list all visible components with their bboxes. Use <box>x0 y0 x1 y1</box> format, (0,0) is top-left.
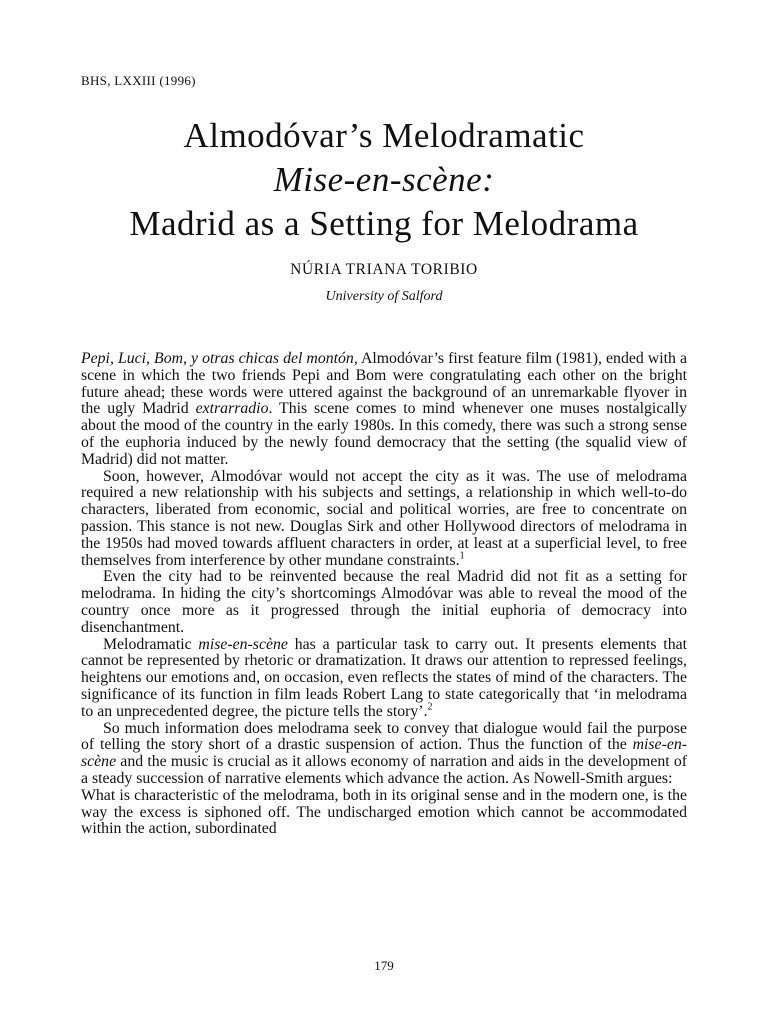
footnote-ref-2: 2 <box>427 701 433 713</box>
title-line-2: Mise-en-scène: <box>273 160 495 199</box>
term-mise-en-scene: mise-en-scène <box>198 635 288 653</box>
running-head: BHS, LXXIII (1996) <box>81 73 196 88</box>
title-line-1: Almodóvar’s Melodramatic <box>183 116 585 155</box>
author-affiliation: University of Salford <box>325 289 443 304</box>
paragraph-5-lead: So much information does melodrama seek to convey that dialogue would fail the purpose of telling the story short of a drastic suspension of action. Thus the function of the <box>81 719 687 754</box>
page-number: 179 <box>374 958 394 973</box>
author-name: NÚRIA TRIANA TORIBIO <box>290 261 478 278</box>
paragraph-4 <box>81 637 687 721</box>
paragraph-2-text: Soon, however, Almodóvar would not accept the city as it was. The use of melodrama required a new relationship with his subjects and settings, a relationship in which well-to-do characters, liberated from economic, social and political worries, are free to concentrate on passion. This stance is not new. Douglas Sirk and other Hollywood directors of melodrama in the 1950s had moved towards affluent characters in order, at least at a superficial level, to free themselves from interference by other mundane constraints. <box>81 467 687 569</box>
title-line-3: Madrid as a Setting for Melodrama <box>129 204 639 243</box>
article-title <box>0 114 768 246</box>
block-quotation: What is characteristic of the melodrama, both in its original sense and in the modern one, is the way the excess is siphoned off. The undischarged emotion which cannot be accommodated within the action, subordinated <box>81 786 687 838</box>
paragraph-4-text: has a particular task to carry out. It presents elements that cannot be represented by rhetoric or dramatization. It draws our attention to repressed feelings, heightens our emotions and, on occasion, even reflects the states of mind of the characters. The significance of its function in film leads Robert Lang to state categorically that ‘in melodrama to an unprecedented degree, the picture tells the story’. <box>81 635 687 720</box>
paragraph-3-text: Even the city had to be reinvented because the real Madrid did not fit as a setting for melodrama. In hiding the city’s shortcomings Almodóvar was able to reveal the mood of the country once more as it progressed through the initial euphoria of democracy into disenchantment. <box>81 568 687 636</box>
paragraph-1 <box>81 351 687 469</box>
term-extrarradio: extrarradio <box>195 400 269 418</box>
term-mise-en-scene: mise-en-scène <box>81 736 687 771</box>
paragraph-1-text-a: Almodóvar’s first feature film (1981), ended with a scene in which the two friends Pepi and Bom were congratulating each other on the bright future ahead; these words were uttered against the background of an unremarkable flyover in the ugly Madrid <box>81 350 687 418</box>
article-body <box>81 351 687 838</box>
footnote-ref-1: 1 <box>459 550 465 562</box>
paragraph-1-text-b: . This scene comes to mind whenever one muses nostalgically about the mood of the country in the early 1980s. In this comedy, there was such a strong sense of the euphoria induced by the newly found democracy that the setting (the squalid view of Madrid) did not matter. <box>81 400 688 468</box>
paragraph-5-text: and the music is crucial as it allows economy of narration and aids in the development of a steady succession of narrative elements which advance the action. As Nowell-Smith argues: <box>81 753 687 787</box>
film-title: Pepi, Luci, Bom, y otras chicas del montón, <box>81 350 358 367</box>
paragraph-3 <box>81 569 687 636</box>
paragraph-2 <box>81 469 687 570</box>
paragraph-5 <box>81 721 687 788</box>
paragraph-4-lead: Melodramatic <box>103 635 199 653</box>
